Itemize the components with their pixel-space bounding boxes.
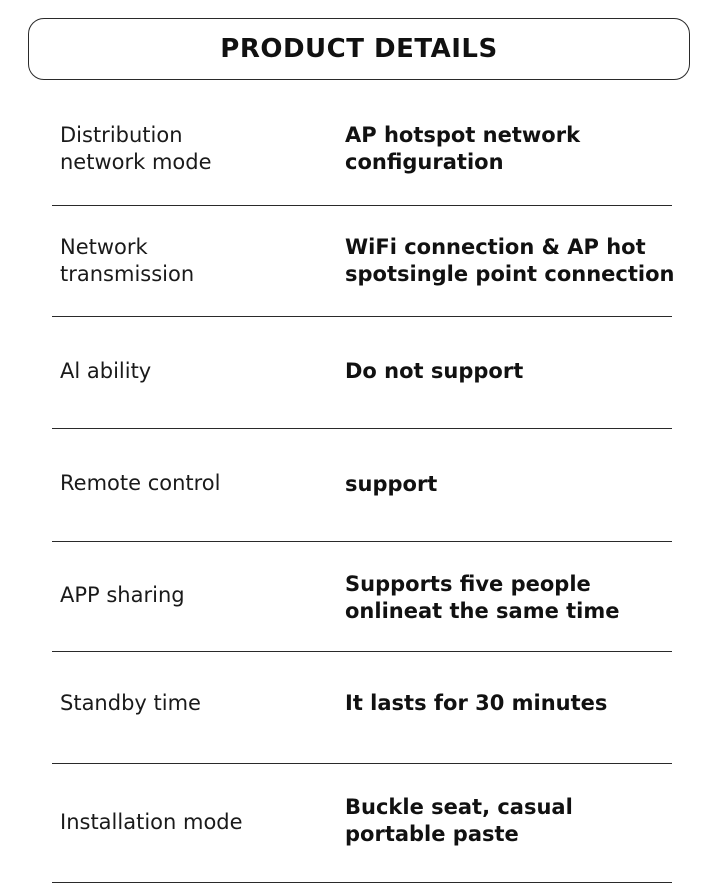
spec-label-line: Distribution <box>60 123 183 147</box>
spec-value-line: onlineat the same time <box>345 599 620 623</box>
spec-value-line: support <box>345 472 438 496</box>
spec-label-line: Remote control <box>60 471 221 495</box>
spec-value <box>345 571 675 625</box>
spec-value-line: configuration <box>345 150 504 174</box>
spec-label-line: APP sharing <box>60 583 185 607</box>
spec-row-distribution-network-mode <box>52 94 672 206</box>
spec-value-line: Do not support <box>345 359 524 383</box>
spec-row-standby-time <box>52 652 672 764</box>
spec-label <box>60 690 330 717</box>
spec-value-line: AP hotspot network <box>345 123 581 147</box>
page-title: PRODUCT DETAILS <box>220 34 498 64</box>
spec-value-line: spotsingle point connection <box>345 262 675 286</box>
spec-value <box>345 794 675 848</box>
spec-row-app-sharing <box>52 542 672 652</box>
spec-table <box>52 94 675 883</box>
spec-value <box>345 234 675 288</box>
spec-label-line: Al ability <box>60 359 152 383</box>
spec-value-line: It lasts for 30 minutes <box>345 691 608 715</box>
spec-label <box>60 234 330 288</box>
header-box <box>28 18 690 80</box>
spec-value-line: Supports five people <box>345 572 591 596</box>
spec-value <box>345 358 675 385</box>
spec-row-network-transmission <box>52 206 675 317</box>
spec-label-line: network mode <box>60 150 212 174</box>
spec-value-line: portable paste <box>345 822 519 846</box>
spec-row-remote-control <box>52 429 672 542</box>
spec-row-installation-mode <box>52 764 672 883</box>
spec-value-line: WiFi connection & AP hot <box>345 235 646 259</box>
spec-row-ai-ability <box>52 317 672 429</box>
spec-label <box>60 358 330 385</box>
spec-value <box>345 690 675 717</box>
spec-label <box>60 809 330 836</box>
spec-value-line: Buckle seat, casual <box>345 795 573 819</box>
spec-label-line: transmission <box>60 262 195 286</box>
spec-label-line: Installation mode <box>60 810 243 834</box>
spec-value <box>345 471 675 498</box>
spec-label-line: Network <box>60 235 148 259</box>
spec-value <box>345 122 675 176</box>
spec-label-line: Standby time <box>60 691 201 715</box>
spec-label <box>60 470 330 497</box>
spec-label <box>60 122 330 176</box>
spec-label <box>60 582 330 609</box>
